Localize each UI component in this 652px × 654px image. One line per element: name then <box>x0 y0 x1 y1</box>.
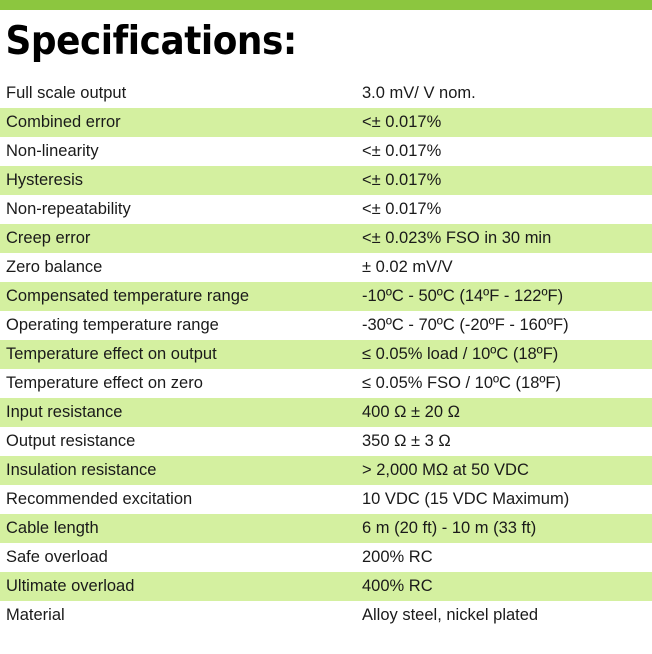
spec-value: 6 m (20 ft) - 10 m (33 ft) <box>362 519 537 537</box>
accent-bar <box>0 0 652 10</box>
spec-label: Safe overload <box>6 548 108 566</box>
spec-value: 350 Ω ± 3 Ω <box>362 432 451 450</box>
spec-label: Hysteresis <box>6 171 84 189</box>
spec-value: 10 VDC (15 VDC Maximum) <box>362 490 570 508</box>
spec-value: <± 0.023% FSO in 30 min <box>362 229 552 247</box>
specifications-table <box>0 79 652 630</box>
spec-value: 3.0 mV/ V nom. <box>362 84 476 102</box>
spec-label: Operating temperature range <box>6 316 219 334</box>
spec-value: <± 0.017% <box>362 142 442 160</box>
specifications-table-body <box>0 79 652 630</box>
spec-value: ≤ 0.05% FSO / 10ºC (18ºF) <box>362 374 562 392</box>
table-row <box>0 340 652 369</box>
spec-value: 400% RC <box>362 577 433 595</box>
spec-label: Cable length <box>6 519 99 537</box>
table-row <box>0 108 652 137</box>
table-row <box>0 79 652 108</box>
spec-value: Alloy steel, nickel plated <box>362 606 539 624</box>
spec-label: Creep error <box>6 229 91 247</box>
spec-label: Compensated temperature range <box>6 287 250 305</box>
spec-label: Insulation resistance <box>6 461 157 479</box>
table-row <box>0 485 652 514</box>
table-row <box>0 253 652 282</box>
spec-value: -10ºC - 50ºC (14ºF - 122ºF) <box>362 287 564 305</box>
table-row <box>0 543 652 572</box>
spec-label: Temperature effect on zero <box>6 374 203 392</box>
spec-label: Temperature effect on output <box>6 345 217 363</box>
spec-label: Input resistance <box>6 403 123 421</box>
spec-value: <± 0.017% <box>362 171 442 189</box>
spec-label: Combined error <box>6 113 121 131</box>
spec-label: Material <box>6 606 65 624</box>
spec-label: Full scale output <box>6 84 127 102</box>
table-row <box>0 369 652 398</box>
spec-label: Non-linearity <box>6 142 99 160</box>
table-row <box>0 224 652 253</box>
table-row <box>0 572 652 601</box>
table-row <box>0 311 652 340</box>
spec-value: <± 0.017% <box>362 200 442 218</box>
table-row <box>0 398 652 427</box>
spec-label: Non-repeatability <box>6 200 131 218</box>
table-row <box>0 166 652 195</box>
spec-value: ± 0.02 mV/V <box>362 258 453 276</box>
table-row <box>0 195 652 224</box>
spec-label: Ultimate overload <box>6 577 135 595</box>
spec-value: -30ºC - 70ºC (-20ºF - 160ºF) <box>362 316 569 334</box>
table-row <box>0 601 652 630</box>
spec-label: Zero balance <box>6 258 103 276</box>
spec-value: ≤ 0.05% load / 10ºC (18ºF) <box>362 345 559 363</box>
table-row <box>0 137 652 166</box>
table-row <box>0 282 652 311</box>
table-row <box>0 456 652 485</box>
spec-value: <± 0.017% <box>362 113 442 131</box>
page-title: Specifications: <box>5 19 297 64</box>
table-row <box>0 514 652 543</box>
spec-value: 200% RC <box>362 548 433 566</box>
spec-value: > 2,000 MΩ at 50 VDC <box>362 461 529 479</box>
spec-label: Recommended excitation <box>6 490 193 508</box>
table-row <box>0 427 652 456</box>
spec-label: Output resistance <box>6 432 136 450</box>
spec-value: 400 Ω ± 20 Ω <box>362 403 460 421</box>
